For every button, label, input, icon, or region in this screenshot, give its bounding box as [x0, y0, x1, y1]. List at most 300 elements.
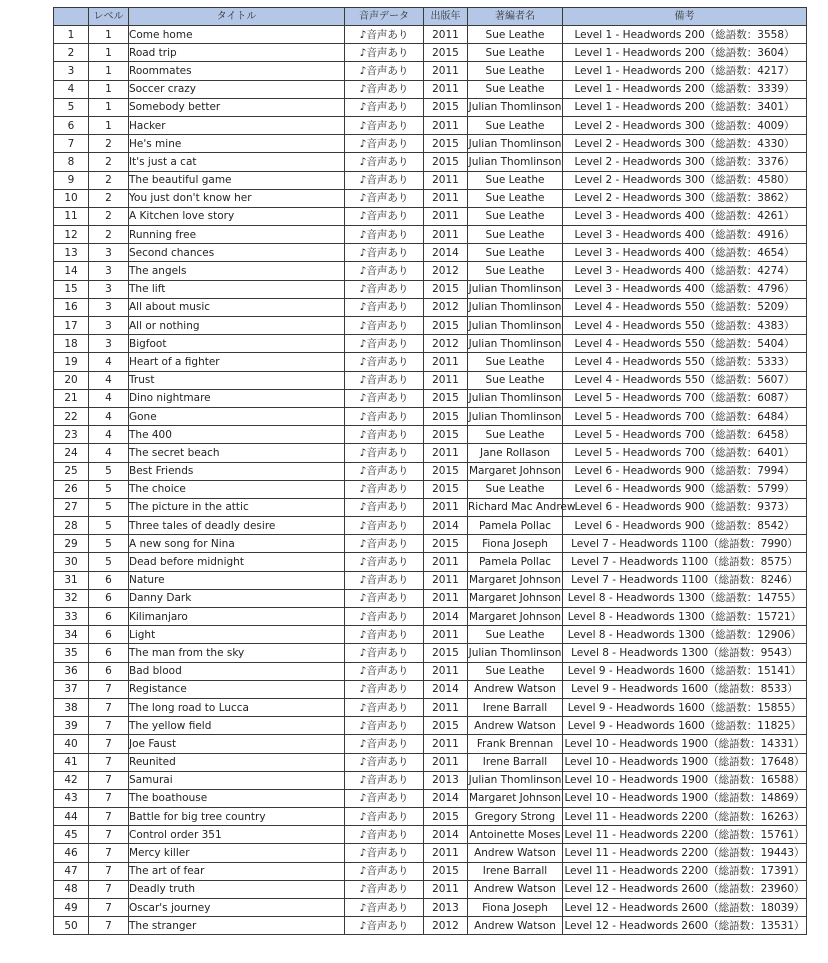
row-year: 2011	[424, 753, 468, 771]
row-audio: ♪音声あり	[345, 753, 424, 771]
row-note: Level 3 - Headwords 400（総語数：4916）	[563, 226, 807, 244]
table-row	[54, 771, 807, 789]
row-level: 6	[89, 662, 129, 680]
row-level: 7	[89, 917, 129, 935]
row-year: 2012	[424, 917, 468, 935]
row-author: Sue Leathe	[468, 480, 563, 498]
table-row	[54, 135, 807, 153]
row-author: Margaret Johnson	[468, 608, 563, 626]
table-row	[54, 80, 807, 98]
row-audio: ♪音声あり	[345, 262, 424, 280]
row-audio: ♪音声あり	[345, 789, 424, 807]
table-body	[54, 26, 807, 935]
row-year: 2011	[424, 735, 468, 753]
row-note: Level 7 - Headwords 1100（総語数：7990）	[563, 535, 807, 553]
table-row	[54, 189, 807, 207]
row-author: Sue Leathe	[468, 207, 563, 225]
row-note: Level 9 - Headwords 1600（総語数：15855）	[563, 698, 807, 716]
row-number: 7	[54, 135, 89, 153]
row-note: Level 6 - Headwords 900（総語数：7994）	[563, 462, 807, 480]
row-number: 22	[54, 407, 89, 425]
row-year: 2015	[424, 317, 468, 335]
row-title: It's just a cat	[129, 153, 345, 171]
row-title: The art of fear	[129, 862, 345, 880]
row-audio: ♪音声あり	[345, 662, 424, 680]
row-audio: ♪音声あり	[345, 535, 424, 553]
row-author: Margaret Johnson	[468, 571, 563, 589]
row-year: 2015	[424, 535, 468, 553]
row-author: Andrew Watson	[468, 680, 563, 698]
table-row	[54, 298, 807, 316]
row-note: Level 5 - Headwords 700（総語数：6458）	[563, 426, 807, 444]
book-list-table	[53, 7, 807, 935]
row-number: 38	[54, 698, 89, 716]
row-audio: ♪音声あり	[345, 771, 424, 789]
row-note: Level 2 - Headwords 300（総語数：4580）	[563, 171, 807, 189]
row-audio: ♪音声あり	[345, 335, 424, 353]
row-note: Level 4 - Headwords 550（総語数：5607）	[563, 371, 807, 389]
row-audio: ♪音声あり	[345, 389, 424, 407]
row-audio: ♪音声あり	[345, 26, 424, 44]
row-audio: ♪音声あり	[345, 553, 424, 571]
row-note: Level 10 - Headwords 1900（総語数：17648）	[563, 753, 807, 771]
row-year: 2014	[424, 826, 468, 844]
table-row	[54, 462, 807, 480]
table-row	[54, 899, 807, 917]
row-title: Danny Dark	[129, 589, 345, 607]
row-note: Level 1 - Headwords 200（総語数：4217）	[563, 62, 807, 80]
row-note: Level 7 - Headwords 1100（総語数：8575）	[563, 553, 807, 571]
row-audio: ♪音声あり	[345, 498, 424, 516]
table-row	[54, 498, 807, 516]
table-header-row	[54, 8, 807, 26]
row-note: Level 8 - Headwords 1300（総語数：14755）	[563, 589, 807, 607]
row-audio: ♪音声あり	[345, 626, 424, 644]
table-row	[54, 571, 807, 589]
row-title: Control order 351	[129, 826, 345, 844]
row-number: 29	[54, 535, 89, 553]
row-level: 7	[89, 771, 129, 789]
row-audio: ♪音声あり	[345, 880, 424, 898]
row-year: 2011	[424, 698, 468, 716]
column-header-year: 出版年	[424, 8, 468, 26]
row-year: 2011	[424, 189, 468, 207]
row-author: Irene Barrall	[468, 698, 563, 716]
row-year: 2011	[424, 353, 468, 371]
row-title: The 400	[129, 426, 345, 444]
row-number: 49	[54, 899, 89, 917]
row-note: Level 9 - Headwords 1600（総語数：15141）	[563, 662, 807, 680]
row-audio: ♪音声あり	[345, 444, 424, 462]
row-audio: ♪音声あり	[345, 62, 424, 80]
row-title: Three tales of deadly desire	[129, 517, 345, 535]
row-author: Pamela Pollac	[468, 517, 563, 535]
row-note: Level 7 - Headwords 1100（総語数：8246）	[563, 571, 807, 589]
row-number: 9	[54, 171, 89, 189]
row-number: 37	[54, 680, 89, 698]
row-number: 24	[54, 444, 89, 462]
row-author: Sue Leathe	[468, 189, 563, 207]
row-note: Level 11 - Headwords 2200（総語数：19443）	[563, 844, 807, 862]
row-year: 2011	[424, 844, 468, 862]
row-level: 5	[89, 535, 129, 553]
row-audio: ♪音声あり	[345, 899, 424, 917]
row-author: Sue Leathe	[468, 262, 563, 280]
row-title: A Kitchen love story	[129, 207, 345, 225]
row-note: Level 9 - Headwords 1600（総語数：8533）	[563, 680, 807, 698]
row-note: Level 2 - Headwords 300（総語数：4330）	[563, 135, 807, 153]
table-row	[54, 662, 807, 680]
row-level: 5	[89, 462, 129, 480]
row-author: Sue Leathe	[468, 80, 563, 98]
row-level: 5	[89, 517, 129, 535]
row-level: 7	[89, 880, 129, 898]
row-title: Running free	[129, 226, 345, 244]
table-row	[54, 371, 807, 389]
row-year: 2014	[424, 608, 468, 626]
row-level: 7	[89, 844, 129, 862]
table-row	[54, 553, 807, 571]
row-author: Julian Thomlinson	[468, 335, 563, 353]
row-level: 2	[89, 135, 129, 153]
row-author: Julian Thomlinson	[468, 135, 563, 153]
table-row	[54, 389, 807, 407]
row-year: 2011	[424, 171, 468, 189]
row-author: Margaret Johnson	[468, 589, 563, 607]
row-note: Level 6 - Headwords 900（総語数：8542）	[563, 517, 807, 535]
row-level: 6	[89, 571, 129, 589]
row-note: Level 3 - Headwords 400（総語数：4796）	[563, 280, 807, 298]
row-level: 6	[89, 589, 129, 607]
table-row	[54, 735, 807, 753]
row-author: Sue Leathe	[468, 426, 563, 444]
row-title: Soccer crazy	[129, 80, 345, 98]
row-year: 2011	[424, 62, 468, 80]
row-audio: ♪音声あり	[345, 98, 424, 116]
row-author: Gregory Strong	[468, 808, 563, 826]
row-note: Level 3 - Headwords 400（総語数：4274）	[563, 262, 807, 280]
row-author: Andrew Watson	[468, 880, 563, 898]
row-number: 3	[54, 62, 89, 80]
row-level: 7	[89, 862, 129, 880]
row-year: 2015	[424, 44, 468, 62]
row-note: Level 12 - Headwords 2600（総語数：23960）	[563, 880, 807, 898]
row-number: 41	[54, 753, 89, 771]
row-year: 2012	[424, 335, 468, 353]
row-audio: ♪音声あり	[345, 517, 424, 535]
row-audio: ♪音声あり	[345, 280, 424, 298]
row-year: 2013	[424, 899, 468, 917]
row-audio: ♪音声あり	[345, 680, 424, 698]
row-audio: ♪音声あり	[345, 826, 424, 844]
row-number: 2	[54, 44, 89, 62]
row-author: Andrew Watson	[468, 717, 563, 735]
row-audio: ♪音声あり	[345, 462, 424, 480]
row-author: Sue Leathe	[468, 171, 563, 189]
row-author: Sue Leathe	[468, 26, 563, 44]
row-note: Level 3 - Headwords 400（総語数：4261）	[563, 207, 807, 225]
row-number: 39	[54, 717, 89, 735]
row-year: 2015	[424, 389, 468, 407]
row-level: 4	[89, 426, 129, 444]
row-level: 3	[89, 317, 129, 335]
row-level: 7	[89, 808, 129, 826]
row-level: 1	[89, 116, 129, 134]
row-number: 43	[54, 789, 89, 807]
row-year: 2015	[424, 426, 468, 444]
row-note: Level 4 - Headwords 550（総語数：5404）	[563, 335, 807, 353]
table-row	[54, 644, 807, 662]
row-number: 36	[54, 662, 89, 680]
row-level: 4	[89, 353, 129, 371]
table-row	[54, 535, 807, 553]
row-author: Antoinette Moses	[468, 826, 563, 844]
column-header-level: レベル	[89, 8, 129, 26]
row-number: 33	[54, 608, 89, 626]
row-number: 34	[54, 626, 89, 644]
row-audio: ♪音声あり	[345, 844, 424, 862]
table-row	[54, 844, 807, 862]
row-year: 2011	[424, 26, 468, 44]
row-level: 7	[89, 717, 129, 735]
row-author: Sue Leathe	[468, 662, 563, 680]
row-level: 7	[89, 826, 129, 844]
row-number: 8	[54, 153, 89, 171]
row-year: 2013	[424, 771, 468, 789]
row-year: 2015	[424, 280, 468, 298]
table-row	[54, 226, 807, 244]
row-level: 3	[89, 280, 129, 298]
row-number: 25	[54, 462, 89, 480]
row-level: 4	[89, 444, 129, 462]
row-author: Julian Thomlinson	[468, 644, 563, 662]
row-author: Margaret Johnson	[468, 462, 563, 480]
row-title: The picture in the attic	[129, 498, 345, 516]
row-audio: ♪音声あり	[345, 862, 424, 880]
row-year: 2014	[424, 244, 468, 262]
row-level: 1	[89, 44, 129, 62]
table-row	[54, 880, 807, 898]
row-year: 2014	[424, 517, 468, 535]
row-number: 21	[54, 389, 89, 407]
row-note: Level 3 - Headwords 400（総語数：4654）	[563, 244, 807, 262]
table-row	[54, 917, 807, 935]
table-row	[54, 698, 807, 716]
row-title: Hacker	[129, 116, 345, 134]
row-title: Dead before midnight	[129, 553, 345, 571]
row-title: Bad blood	[129, 662, 345, 680]
row-level: 7	[89, 899, 129, 917]
row-note: Level 10 - Headwords 1900（総語数：14331）	[563, 735, 807, 753]
row-note: Level 4 - Headwords 550（総語数：5209）	[563, 298, 807, 316]
row-year: 2011	[424, 116, 468, 134]
row-year: 2011	[424, 553, 468, 571]
row-note: Level 5 - Headwords 700（総語数：6087）	[563, 389, 807, 407]
table-row	[54, 862, 807, 880]
row-number: 20	[54, 371, 89, 389]
table-row	[54, 116, 807, 134]
table-row	[54, 608, 807, 626]
row-level: 5	[89, 553, 129, 571]
row-year: 2014	[424, 680, 468, 698]
table-row	[54, 517, 807, 535]
row-year: 2011	[424, 444, 468, 462]
row-level: 3	[89, 298, 129, 316]
row-author: Julian Thomlinson	[468, 98, 563, 116]
row-title: The beautiful game	[129, 171, 345, 189]
row-note: Level 12 - Headwords 2600（総語数：13531）	[563, 917, 807, 935]
row-audio: ♪音声あり	[345, 735, 424, 753]
table-row	[54, 808, 807, 826]
row-title: All about music	[129, 298, 345, 316]
row-level: 7	[89, 753, 129, 771]
row-title: You just don't know her	[129, 189, 345, 207]
row-year: 2011	[424, 589, 468, 607]
row-note: Level 10 - Headwords 1900（総語数：16588）	[563, 771, 807, 789]
row-number: 35	[54, 644, 89, 662]
row-title: Heart of a fighter	[129, 353, 345, 371]
row-note: Level 2 - Headwords 300（総語数：3376）	[563, 153, 807, 171]
row-title: The lift	[129, 280, 345, 298]
row-number: 31	[54, 571, 89, 589]
row-number: 47	[54, 862, 89, 880]
row-audio: ♪音声あり	[345, 317, 424, 335]
row-number: 42	[54, 771, 89, 789]
row-level: 2	[89, 189, 129, 207]
row-level: 3	[89, 335, 129, 353]
row-number: 27	[54, 498, 89, 516]
row-number: 26	[54, 480, 89, 498]
row-author: Andrew Watson	[468, 917, 563, 935]
row-level: 5	[89, 498, 129, 516]
row-level: 6	[89, 626, 129, 644]
row-title: Road trip	[129, 44, 345, 62]
row-number: 50	[54, 917, 89, 935]
row-title: Second chances	[129, 244, 345, 262]
row-level: 2	[89, 171, 129, 189]
row-level: 6	[89, 644, 129, 662]
row-audio: ♪音声あり	[345, 480, 424, 498]
row-author: Sue Leathe	[468, 626, 563, 644]
row-author: Fiona Joseph	[468, 535, 563, 553]
table-row	[54, 171, 807, 189]
table-row	[54, 335, 807, 353]
row-title: Best Friends	[129, 462, 345, 480]
row-audio: ♪音声あり	[345, 808, 424, 826]
row-number: 46	[54, 844, 89, 862]
row-audio: ♪音声あり	[345, 426, 424, 444]
row-title: Oscar's journey	[129, 899, 345, 917]
row-note: Level 1 - Headwords 200（総語数：3558）	[563, 26, 807, 44]
row-level: 7	[89, 680, 129, 698]
row-note: Level 8 - Headwords 1300（総語数：12906）	[563, 626, 807, 644]
row-title: Registance	[129, 680, 345, 698]
row-level: 1	[89, 98, 129, 116]
row-author: Sue Leathe	[468, 226, 563, 244]
row-note: Level 11 - Headwords 2200（総語数：15761）	[563, 826, 807, 844]
row-title: All or nothing	[129, 317, 345, 335]
row-note: Level 1 - Headwords 200（総語数：3604）	[563, 44, 807, 62]
row-level: 1	[89, 62, 129, 80]
column-header-number	[54, 8, 89, 26]
table-row	[54, 680, 807, 698]
row-author: Sue Leathe	[468, 62, 563, 80]
row-note: Level 1 - Headwords 200（総語数：3339）	[563, 80, 807, 98]
row-number: 48	[54, 880, 89, 898]
column-header-title: タイトル	[129, 8, 345, 26]
row-author: Margaret Johnson	[468, 789, 563, 807]
row-author: Julian Thomlinson	[468, 317, 563, 335]
row-audio: ♪音声あり	[345, 44, 424, 62]
table-row	[54, 244, 807, 262]
row-author: Julian Thomlinson	[468, 771, 563, 789]
row-note: Level 8 - Headwords 1300（総語数：9543）	[563, 644, 807, 662]
row-year: 2011	[424, 880, 468, 898]
row-number: 14	[54, 262, 89, 280]
row-audio: ♪音声あり	[345, 171, 424, 189]
row-year: 2015	[424, 153, 468, 171]
table-row	[54, 626, 807, 644]
row-level: 4	[89, 407, 129, 425]
row-title: The long road to Lucca	[129, 698, 345, 716]
row-title: Samurai	[129, 771, 345, 789]
table-row	[54, 480, 807, 498]
row-title: He's mine	[129, 135, 345, 153]
row-audio: ♪音声あり	[345, 298, 424, 316]
row-year: 2015	[424, 644, 468, 662]
row-year: 2011	[424, 371, 468, 389]
row-number: 19	[54, 353, 89, 371]
row-note: Level 8 - Headwords 1300（総語数：15721）	[563, 608, 807, 626]
row-level: 2	[89, 207, 129, 225]
table-row	[54, 444, 807, 462]
row-year: 2011	[424, 498, 468, 516]
table-row	[54, 407, 807, 425]
column-header-notes: 備考	[563, 8, 807, 26]
row-title: Gone	[129, 407, 345, 425]
row-note: Level 4 - Headwords 550（総語数：4383）	[563, 317, 807, 335]
row-note: Level 5 - Headwords 700（総語数：6484）	[563, 407, 807, 425]
row-audio: ♪音声あり	[345, 608, 424, 626]
row-audio: ♪音声あり	[345, 135, 424, 153]
row-number: 1	[54, 26, 89, 44]
row-title: Bigfoot	[129, 335, 345, 353]
row-level: 5	[89, 480, 129, 498]
row-audio: ♪音声あり	[345, 717, 424, 735]
row-number: 10	[54, 189, 89, 207]
table-row	[54, 753, 807, 771]
row-author: Fiona Joseph	[468, 899, 563, 917]
row-year: 2015	[424, 407, 468, 425]
row-year: 2011	[424, 571, 468, 589]
row-note: Level 1 - Headwords 200（総語数：3401）	[563, 98, 807, 116]
row-audio: ♪音声あり	[345, 407, 424, 425]
row-title: Joe Faust	[129, 735, 345, 753]
row-audio: ♪音声あり	[345, 153, 424, 171]
row-title: A new song for Nina	[129, 535, 345, 553]
table-row	[54, 589, 807, 607]
column-header-audio: 音声データ	[345, 8, 424, 26]
table-row	[54, 98, 807, 116]
table-row	[54, 826, 807, 844]
row-number: 4	[54, 80, 89, 98]
row-audio: ♪音声あり	[345, 80, 424, 98]
row-number: 44	[54, 808, 89, 826]
row-note: Level 2 - Headwords 300（総語数：4009）	[563, 116, 807, 134]
table-row	[54, 317, 807, 335]
row-author: Sue Leathe	[468, 44, 563, 62]
row-year: 2015	[424, 862, 468, 880]
